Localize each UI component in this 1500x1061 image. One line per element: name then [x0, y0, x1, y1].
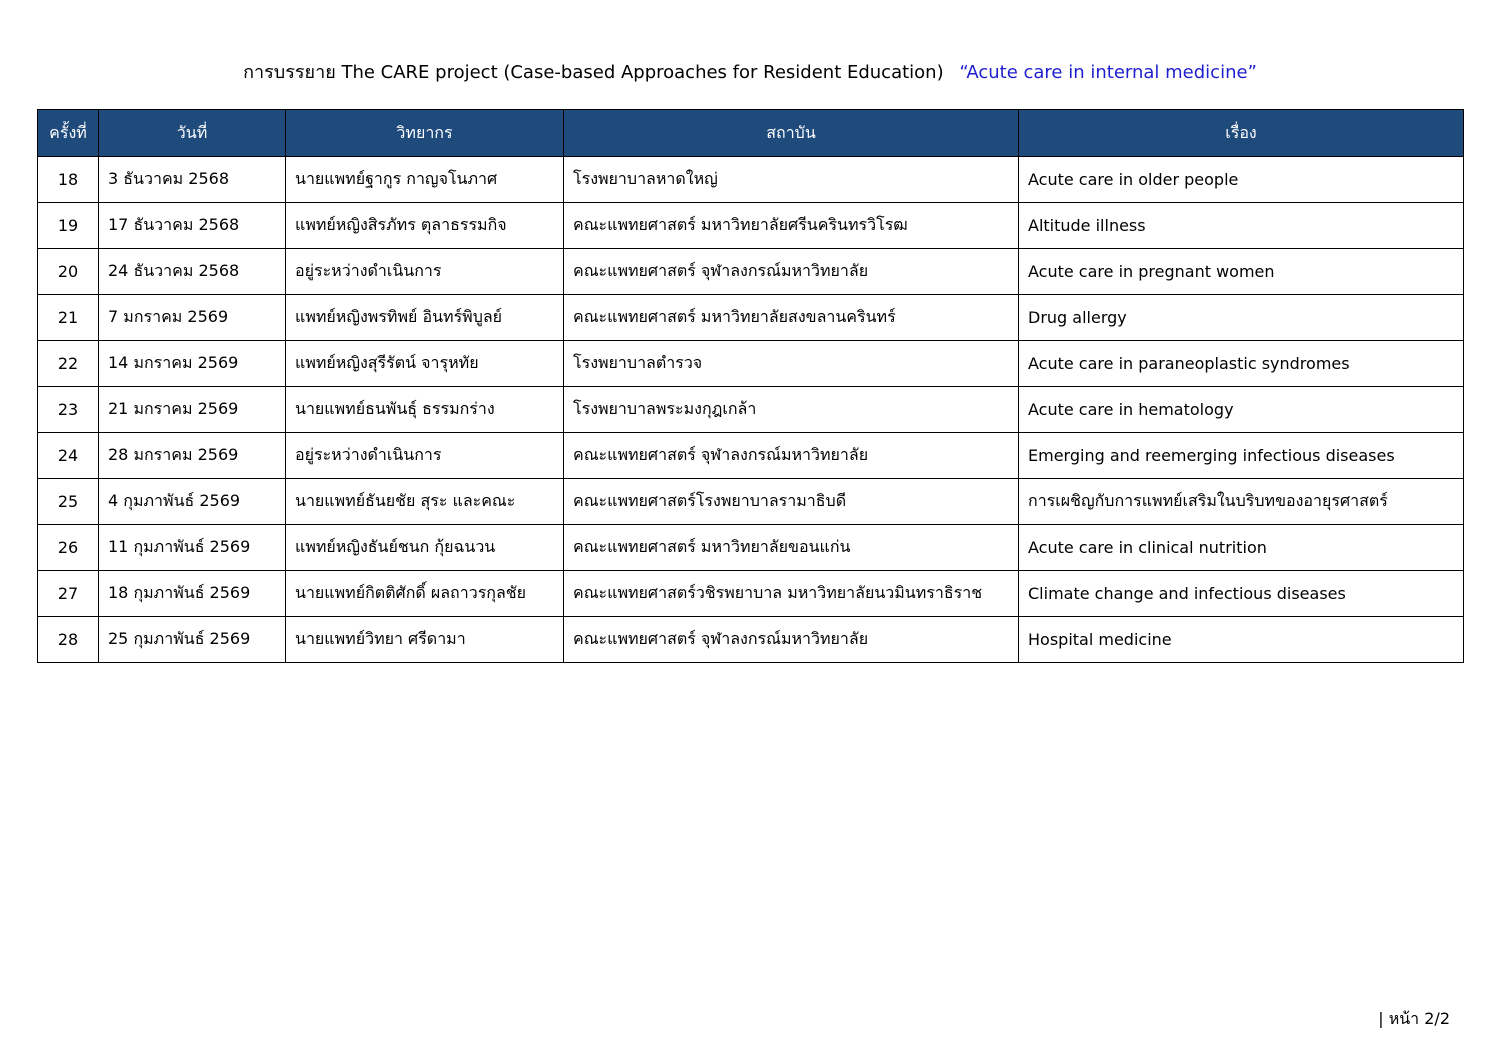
cell-topic: Acute care in older people [1019, 157, 1464, 203]
cell-date: 11 กุมภาพันธ์ 2569 [99, 525, 286, 571]
cell-institution: คณะแพทยศาสตร์ มหาวิทยาลัยศรีนครินทรวิโรฒ [564, 203, 1019, 249]
table-row [38, 203, 1464, 249]
cell-date: 7 มกราคม 2569 [99, 295, 286, 341]
cell-institution: คณะแพทยศาสตร์ จุฬาลงกรณ์มหาวิทยาลัย [564, 617, 1019, 663]
cell-speaker: แพทย์หญิงธันย์ชนก กุ้ยฉนวน [286, 525, 564, 571]
cell-date: 24 ธันวาคม 2568 [99, 249, 286, 295]
cell-institution: คณะแพทยศาสตร์ จุฬาลงกรณ์มหาวิทยาลัย [564, 433, 1019, 479]
table-row [38, 157, 1464, 203]
cell-topic: Acute care in hematology [1019, 387, 1464, 433]
table-row [38, 387, 1464, 433]
cell-topic: Hospital medicine [1019, 617, 1464, 663]
header-row [38, 110, 1464, 157]
cell-topic: การเผชิญกับการแพทย์เสริมในบริบทของอายุรศาสตร์ [1019, 479, 1464, 525]
cell-no: 28 [38, 617, 99, 663]
page-indicator: | หน้า 2/2 [1378, 1009, 1450, 1028]
cell-date: 4 กุมภาพันธ์ 2569 [99, 479, 286, 525]
cell-no: 23 [38, 387, 99, 433]
cell-institution: โรงพยาบาลพระมงกุฎเกล้า [564, 387, 1019, 433]
cell-date: 18 กุมภาพันธ์ 2569 [99, 571, 286, 617]
cell-speaker: อยู่ระหว่างดำเนินการ [286, 249, 564, 295]
cell-institution: คณะแพทยศาสตร์วชิรพยาบาล มหาวิทยาลัยนวมินทราธิราช [564, 571, 1019, 617]
cell-institution: โรงพยาบาลหาดใหญ่ [564, 157, 1019, 203]
table-row [38, 249, 1464, 295]
header-topic: เรื่อง [1019, 110, 1464, 157]
cell-topic: Acute care in paraneoplastic syndromes [1019, 341, 1464, 387]
lecture-schedule-table [37, 109, 1464, 663]
cell-topic: Altitude illness [1019, 203, 1464, 249]
cell-date: 25 กุมภาพันธ์ 2569 [99, 617, 286, 663]
cell-speaker: แพทย์หญิงสิรภัทร ตุลาธรรมกิจ [286, 203, 564, 249]
cell-speaker: นายแพทย์วิทยา ศรีดามา [286, 617, 564, 663]
cell-institution: คณะแพทยศาสตร์โรงพยาบาลรามาธิบดี [564, 479, 1019, 525]
table-row [38, 571, 1464, 617]
cell-speaker: นายแพทย์ธนพันธุ์ ธรรมกร่าง [286, 387, 564, 433]
table-row [38, 617, 1464, 663]
cell-no: 19 [38, 203, 99, 249]
cell-no: 20 [38, 249, 99, 295]
cell-topic: Climate change and infectious diseases [1019, 571, 1464, 617]
cell-date: 21 มกราคม 2569 [99, 387, 286, 433]
cell-speaker: นายแพทย์กิตติศักดิ์ ผลถาวรกุลชัย [286, 571, 564, 617]
cell-institution: คณะแพทยศาสตร์ จุฬาลงกรณ์มหาวิทยาลัย [564, 249, 1019, 295]
cell-speaker: นายแพทย์ธันยชัย สุระ และคณะ [286, 479, 564, 525]
title-highlight: “Acute care in internal medicine” [959, 62, 1257, 83]
cell-no: 18 [38, 157, 99, 203]
cell-no: 21 [38, 295, 99, 341]
cell-speaker: แพทย์หญิงพรทิพย์ อินทร์พิบูลย์ [286, 295, 564, 341]
cell-date: 28 มกราคม 2569 [99, 433, 286, 479]
cell-topic: Drug allergy [1019, 295, 1464, 341]
header-speaker: วิทยากร [286, 110, 564, 157]
cell-institution: คณะแพทยศาสตร์ มหาวิทยาลัยขอนแก่น [564, 525, 1019, 571]
cell-topic: Acute care in clinical nutrition [1019, 525, 1464, 571]
cell-date: 17 ธันวาคม 2568 [99, 203, 286, 249]
cell-date: 3 ธันวาคม 2568 [99, 157, 286, 203]
cell-topic: Emerging and reemerging infectious diseases [1019, 433, 1464, 479]
cell-no: 24 [38, 433, 99, 479]
title-main: การบรรยาย The CARE project (Case-based Approaches for Resident Education) [243, 62, 944, 83]
header-date: วันที่ [99, 110, 286, 157]
table-row [38, 479, 1464, 525]
cell-no: 25 [38, 479, 99, 525]
cell-speaker: อยู่ระหว่างดำเนินการ [286, 433, 564, 479]
cell-speaker: นายแพทย์ฐากูร กาญจโนภาศ [286, 157, 564, 203]
cell-institution: โรงพยาบาลตำรวจ [564, 341, 1019, 387]
table-row [38, 341, 1464, 387]
cell-date: 14 มกราคม 2569 [99, 341, 286, 387]
header-no: ครั้งที่ [38, 110, 99, 157]
table-header [38, 110, 1464, 157]
table-row [38, 295, 1464, 341]
table-body [38, 157, 1464, 663]
cell-topic: Acute care in pregnant women [1019, 249, 1464, 295]
table-row [38, 433, 1464, 479]
header-institution: สถาบัน [564, 110, 1019, 157]
cell-institution: คณะแพทยศาสตร์ มหาวิทยาลัยสงขลานครินทร์ [564, 295, 1019, 341]
document-title [0, 60, 1500, 86]
cell-no: 22 [38, 341, 99, 387]
cell-no: 26 [38, 525, 99, 571]
table-row [38, 525, 1464, 571]
cell-speaker: แพทย์หญิงสุรีรัตน์ จารุหทัย [286, 341, 564, 387]
cell-no: 27 [38, 571, 99, 617]
